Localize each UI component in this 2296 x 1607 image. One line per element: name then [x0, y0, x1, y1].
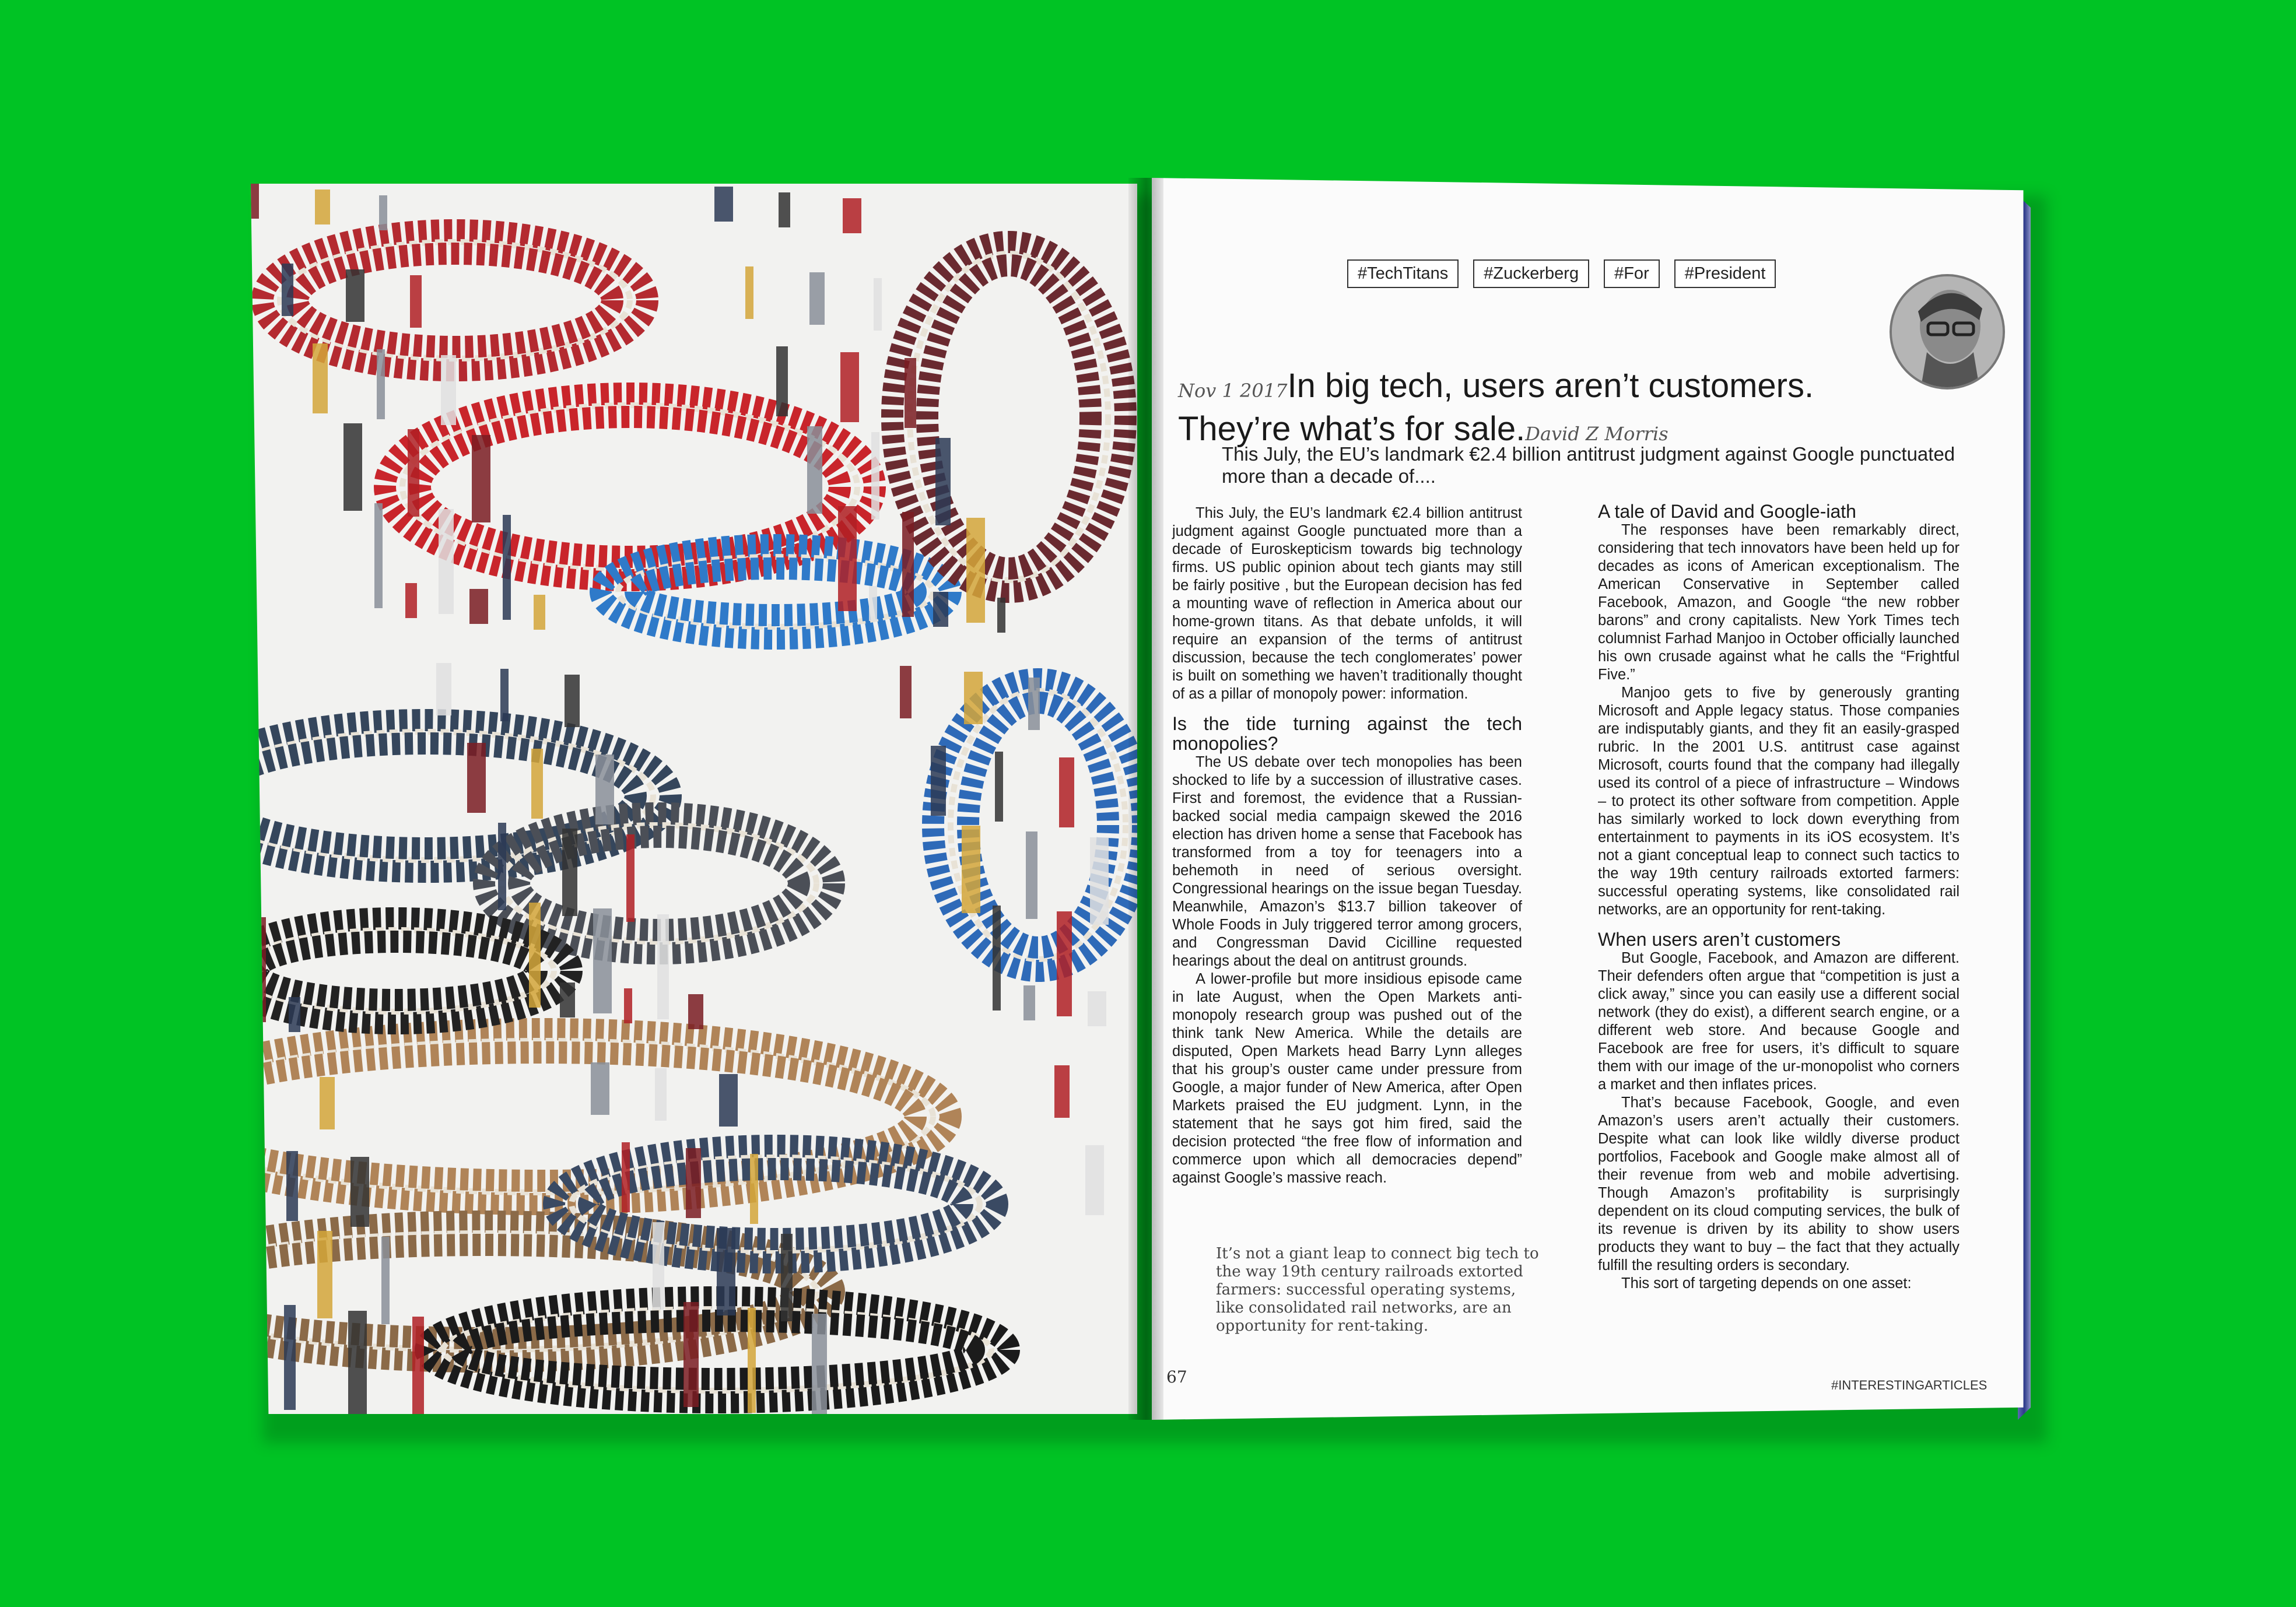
- art-stripe: [1026, 831, 1037, 919]
- art-stripe: [966, 518, 985, 623]
- art-stripe: [529, 903, 541, 1008]
- art-stripe: [840, 352, 859, 422]
- paragraph: This sort of targeting depends on one asset:: [1621, 1275, 1912, 1292]
- art-stripe: [593, 908, 612, 1013]
- art-stripe: [381, 1237, 390, 1324]
- art-stripe: [315, 190, 330, 224]
- art-stripe: [935, 438, 951, 525]
- art-stripe: [1023, 985, 1035, 1020]
- paragraph: This July, the EU’s landmark €2.4 billion antitrust judgment against Google punctuated more than a decade of Euroskepticism towards big technology firms. US public opinion about tech giants may still be fairly positive , but the European decision has fed a mounting wave of reflection in America about our home-grown titans. As that debate unfolds, it will require an expansion of the terms of antitrust discussion, because the tech conglomerates’ power is built on something we haven’t traditionally thought of as a pillar of monopoly power: information.: [1172, 505, 1522, 702]
- art-stripe: [282, 264, 293, 316]
- art-stripe: [717, 1228, 735, 1315]
- section-heading: A tale of David and Google-iath: [1598, 501, 1856, 522]
- art-stripe: [562, 829, 577, 916]
- art-arc: [257, 942, 537, 1000]
- art-stripe: [317, 1231, 332, 1318]
- paragraph: The US debate over tech monopolies has been shocked to life by a succession of illustrative cases. First and foremost, the evidence that a Russian-backed social media campaign skewed the 2016 election has driven home a sense that Facebook has transformed from a toy for teenagers into a behemoth in need of serious oversight. Congressional hearings on the issue began Tuesday. Meanwhile, Amazon’s $13.7 billion takeover of Whole Foods in July triggered terror among grocers, and Congressman David Cicilline requested hearings about the deal on antitrust grounds.: [1172, 754, 1522, 969]
- art-stripe: [812, 1314, 827, 1414]
- art-stripe: [714, 187, 733, 222]
- pull-quote: It’s not a giant leap to connect big tech to the way 19th century railroads extorted farmers: successful operating systems, like consolidated rail networks, are an opportunity for rent-taking.: [1216, 1245, 1539, 1335]
- art-stripe: [902, 512, 914, 617]
- art-stripe: [405, 583, 417, 618]
- art-stripe: [436, 663, 451, 715]
- art-stripe: [408, 429, 419, 517]
- art-stripe: [686, 1148, 701, 1218]
- art-stripe: [900, 666, 912, 718]
- art-stripe: [258, 917, 266, 1022]
- art-stripe: [655, 1068, 667, 1121]
- art-stripe: [1090, 837, 1109, 925]
- art-stripe: [843, 198, 861, 233]
- art-stripe: [993, 906, 1001, 1010]
- art-stripe: [1057, 911, 1072, 1016]
- art-stripe: [995, 752, 1003, 822]
- art-stripe: [809, 272, 825, 325]
- art-stripe: [439, 509, 454, 614]
- art-stripe: [931, 746, 946, 816]
- paragraph: Manjoo gets to five by generously granting Microsoft and Apple legacy status. Those companies are indisputably giants, and they fit an easily-grasped rubric. In the 2001 U.S. antitrust case against Microsoft, courts found that the company had illegally used its control of a piece of infrastructure – Windows – to protect its other software from competition. Apple has similarly worked to lock down everything from entertainment to payments in its iOS ecosystem. It’s not a giant conceptual leap to connect such tactics to the way 19th century railroads extorted farmers: successful operating systems, like consolidated rail networks, are an opportunity for rent-taking.: [1598, 685, 1960, 918]
- art-stripe: [1059, 757, 1074, 827]
- art-stripe: [933, 592, 948, 627]
- column-left: [1172, 504, 1522, 1187]
- art-stripe: [348, 1311, 367, 1414]
- art-stripe: [869, 586, 877, 621]
- headline-title: In big tech, users aren’t customers. They’re what’s for sale.: [1178, 366, 1814, 448]
- art-stripe: [750, 1154, 758, 1224]
- art-stripe: [781, 1234, 793, 1321]
- art-stripe: [565, 675, 580, 727]
- column-right: [1598, 501, 1960, 1293]
- art-stripe: [905, 358, 916, 428]
- tag-techtitans[interactable]: #TechTitans: [1347, 259, 1459, 288]
- art-stripe: [626, 834, 635, 922]
- paragraph: That’s because Facebook, Google, and even Amazon’s users aren’t actually their customers. Despite what can look like wildly diverse product portfolios, Facebook and Google make almost all of their revenue from web and mobile advertising. Though Amazon’s profitability is surprisingly dependent on its cloud computing services, the bulk of its revenue is driven by its ability to show users products they want to buy – the fact that they actually fulfill the resulting orders is secondary.: [1598, 1094, 1960, 1273]
- art-stripe: [595, 755, 614, 824]
- portrait-icon: [1892, 276, 2003, 387]
- art-stripe: [807, 426, 822, 514]
- art-stripe: [776, 346, 788, 416]
- art-stripe: [500, 669, 509, 721]
- art-stripe: [379, 195, 387, 230]
- footer-hashtag: #INTERESTINGARTICLES: [1831, 1378, 1987, 1392]
- art-stripe: [688, 994, 703, 1029]
- art-stripe: [286, 1151, 298, 1221]
- art-stripe: [560, 983, 575, 1017]
- art-stripe: [622, 1142, 630, 1212]
- art-stripe: [343, 423, 362, 511]
- art-stripe: [441, 355, 456, 425]
- art-stripe: [748, 1308, 756, 1413]
- art-stripe: [469, 589, 488, 624]
- art-stripe: [871, 432, 879, 520]
- paragraph: The responses have been remarkably direct, considering that tech innovators have been held up for decades as icons of American exceptionalism. The American Conservative in September called Facebook, Amazon, and Google “the new robber barons” and crony capitalists. New York Times tech columnist Farhad Manjoo in October officially launched his own crusade against what he calls the “Frightful Five.”: [1598, 522, 1960, 683]
- art-stripe: [531, 749, 543, 819]
- art-stripe: [253, 1225, 261, 1313]
- art-stripe: [653, 1222, 664, 1310]
- page-number: 67: [1166, 1367, 1187, 1387]
- tag-zuckerberg[interactable]: #Zuckerberg: [1473, 259, 1589, 288]
- art-stripe: [251, 184, 259, 219]
- art-stripe: [1028, 678, 1040, 730]
- art-stripe: [346, 269, 364, 322]
- art-stripe: [997, 598, 1005, 633]
- paragraph: A lower-profile but more insidious episode came in late August, when the Open Markets anti-monopoly research group was pushed out of the think tank New America. While the details are disputed, Open Markets head Barry Lynn alleges that his group’s ouster came under pressure from Google, a major funder of New America, after Open Markets praised the EU judgment. Lynn, in the statement that he says got him fired, said the decision protected “the free flow of information and commerce upon which all democracies depend” against Google’s massive reach.: [1172, 971, 1522, 1186]
- art-stripe: [962, 826, 980, 913]
- art-stripe: [624, 988, 632, 1023]
- art-arc: [968, 703, 1108, 948]
- art-arc: [910, 254, 1108, 580]
- art-stripe: [745, 266, 753, 319]
- art-stripe: [350, 1157, 369, 1227]
- art-stripe: [284, 1305, 296, 1410]
- art-stripe: [838, 506, 857, 611]
- art-stripe: [1054, 1065, 1070, 1118]
- tag-list: [1347, 259, 1776, 288]
- art-stripe: [467, 743, 486, 813]
- tag-president[interactable]: #President: [1674, 259, 1776, 288]
- spine-gutter: [1128, 178, 1163, 1420]
- art-stripe: [779, 192, 790, 227]
- art-stripe: [683, 1302, 699, 1407]
- art-stripe: [503, 515, 511, 620]
- article-lede: This July, the EU’s landmark €2.4 billion antitrust judgment against Google punctuated more than a decade of....: [1222, 443, 1955, 487]
- art-stripe: [412, 1317, 424, 1414]
- art-stripe: [591, 1062, 609, 1115]
- section-heading: When users aren’t customers: [1598, 929, 1841, 950]
- art-arc: [297, 254, 612, 347]
- abstract-artwork: [251, 184, 1137, 1414]
- art-stripe: [1085, 1145, 1104, 1215]
- art-stripe: [534, 595, 545, 630]
- tag-for[interactable]: #For: [1604, 259, 1660, 288]
- art-stripe: [498, 823, 506, 910]
- article-headline: [1178, 367, 1895, 453]
- art-stripe: [472, 435, 490, 522]
- art-arc: [927, 265, 1091, 569]
- art-stripe: [377, 349, 385, 419]
- art-stripe: [374, 503, 383, 608]
- art-stripe: [657, 914, 669, 1019]
- author-avatar: [1890, 274, 2005, 390]
- art-stripe: [410, 275, 422, 328]
- paragraph: But Google, Facebook, and Amazon are different. Their defenders often argue that “competition is just a click away,” since you can easily use a different social network (they do exist), a different search engine, or a different web store. And because Google and Facebook are free for users, it’s difficult to square them with our image of the ur-monopolist who corners a market and then inflates prices.: [1598, 950, 1960, 1093]
- artwork-page: [251, 184, 1137, 1414]
- art-stripe: [719, 1074, 738, 1127]
- section-heading: Is the tide turning against the tech monopolies?: [1172, 713, 1522, 754]
- art-stripe: [320, 1077, 335, 1129]
- art-stripe: [313, 343, 328, 413]
- article-date: Nov 1 2017: [1178, 379, 1288, 402]
- article-author: David Z Morris: [1525, 422, 1668, 445]
- art-stripe: [1088, 991, 1106, 1026]
- art-stripe: [964, 672, 983, 724]
- art-stripe: [874, 278, 882, 331]
- art-stripe: [289, 997, 300, 1032]
